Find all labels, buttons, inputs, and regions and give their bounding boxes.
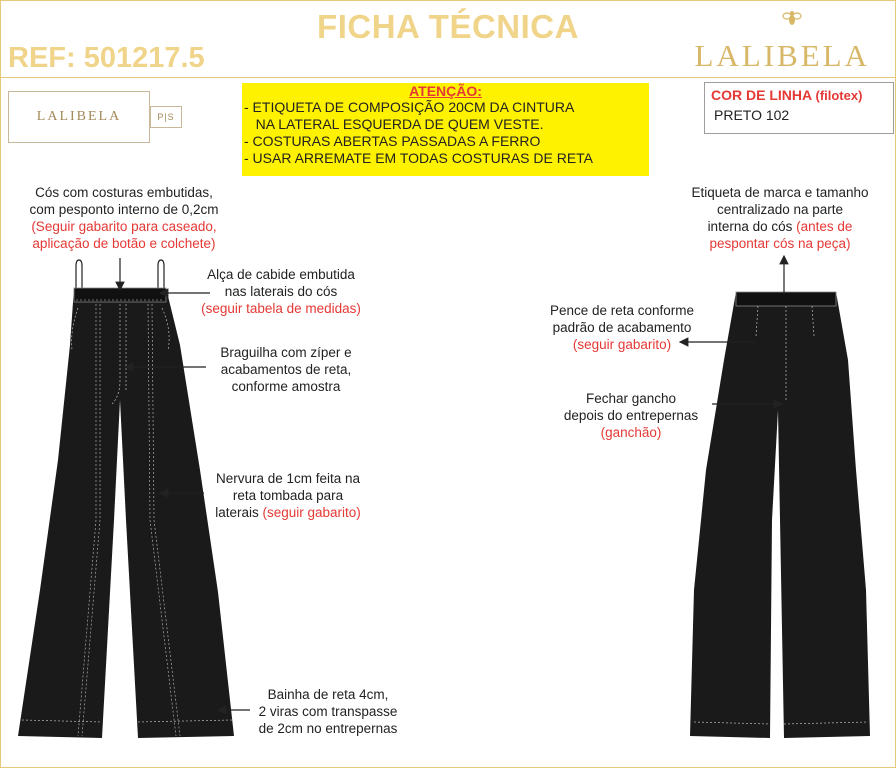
note-cos	[8, 184, 240, 252]
note-instruction: (seguir gabarito)	[572, 337, 672, 352]
note-alca	[186, 266, 376, 317]
note-instruction: (seguir gabarito)	[262, 505, 361, 520]
hanger-loop-left	[76, 260, 82, 292]
attention-line: - USAR ARREMATE EM TODAS COSTURAS DE RETA	[244, 150, 594, 166]
note-text: 2 viras com transpasse	[258, 704, 398, 719]
attention-line: NA LATERAL ESQUERDA DE QUEM VESTE.	[244, 116, 544, 132]
note-etiqueta	[672, 184, 888, 252]
note-instruction: (seguir tabela de medidas)	[201, 301, 361, 316]
note-text: Fechar gancho	[585, 391, 677, 406]
note-gancho	[546, 390, 716, 441]
note-text: Braguilha com zíper e	[220, 345, 352, 360]
note-instruction: pespontar cós na peça)	[709, 236, 851, 251]
note-text: acabamentos de reta,	[220, 362, 352, 377]
thread-color-sublabel: (filotex)	[815, 88, 863, 103]
note-text: Alça de cabide embutida	[207, 267, 355, 282]
note-nervura	[198, 470, 378, 521]
attention-line: - ETIQUETA DE COMPOSIÇÃO 20CM DA CINTURA	[244, 99, 575, 115]
ps-tag: P|S	[150, 106, 182, 128]
thread-color-value: PRETO 102	[714, 107, 790, 123]
note-text: de 2cm no entrepernas	[258, 721, 398, 736]
brand-logo-text: LALIBELA	[36, 109, 122, 124]
back-pants-drawing	[690, 292, 870, 738]
note-text: centralizado na parte	[716, 202, 844, 217]
note-text: depois do entrepernas	[563, 408, 699, 423]
attention-line: - COSTURAS ABERTAS PASSADAS A FERRO	[244, 133, 541, 149]
note-instruction: (antes de	[796, 219, 853, 234]
note-instruction: (Seguir gabarito para caseado,	[31, 219, 217, 234]
note-text: laterais	[215, 505, 263, 520]
page-title: FICHA TÉCNICA	[317, 8, 579, 45]
note-text: interna do cós	[707, 219, 797, 234]
note-text: padrão de acabamento	[552, 320, 692, 335]
note-text: Nervura de 1cm feita na	[215, 471, 361, 486]
back-pants-body	[690, 292, 870, 738]
hanger-loop-right	[158, 260, 164, 292]
note-text: Cós com costuras embutidas,	[35, 185, 213, 200]
note-braguilha	[206, 344, 366, 395]
note-text: conforme amostra	[231, 379, 341, 394]
note-bainha	[240, 686, 416, 737]
note-instruction: aplicação de botão e colchete)	[32, 236, 216, 251]
note-text: Bainha de reta 4cm,	[267, 687, 389, 702]
attention-title: ATENÇÃO:	[409, 83, 482, 99]
reference-code: REF: 501217.5	[8, 42, 205, 74]
back-waistband	[736, 292, 836, 306]
brand-wordmark: LALIBELA	[694, 38, 870, 73]
note-text: reta tombada para	[232, 488, 344, 503]
thread-color-label: COR DE LINHA	[711, 87, 812, 103]
note-text: Etiqueta de marca e tamanho	[691, 185, 869, 200]
note-text: Pence de reta conforme	[549, 303, 695, 318]
note-instruction: (ganchão)	[600, 425, 662, 440]
note-text: nas laterais do cós	[224, 284, 338, 299]
note-text: com pesponto interno de 0,2cm	[29, 202, 219, 217]
note-pence	[532, 302, 712, 353]
